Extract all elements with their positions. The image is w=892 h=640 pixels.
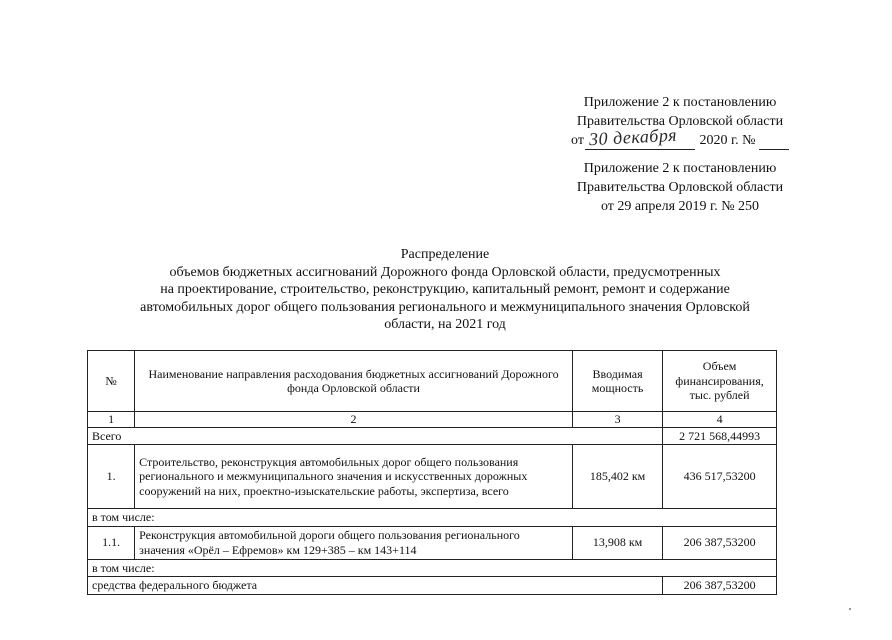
table-row [88,445,777,509]
table-header-row [88,351,777,412]
document-title [90,246,800,334]
handwritten-date: 30 декабря [588,124,678,150]
including-label: в том числе: [88,509,777,527]
header-capacity: Вводимая мощность [572,351,662,412]
appendix-date-line [540,124,820,150]
table-index-row [88,412,777,428]
appendix-line: Правительства Орловской области [576,180,784,195]
total-label: Всего [88,427,663,445]
index-cell: 1 [88,412,135,428]
appendix-line: от 29 апреля 2019 г. № 250 [600,199,760,214]
row-capacity: 185,402 км [572,445,662,509]
title-line: автомобильных дорог общего пользования регионального и межмуниципального значения Орловской [140,299,750,315]
appendix-line: Приложение 2 к постановлению [583,161,777,176]
federal-sum: 206 387,53200 [663,577,777,595]
including-label: в том числе: [88,559,777,577]
title-line: на проектирование, строительство, реконструкцию, капитальный ремонт, ремонт и содержание [160,282,730,297]
table-row-total [88,427,777,445]
appendix-line: Приложение 2 к постановлению [583,95,777,110]
header-sum: Объем финансирования, тыс. рублей [663,351,777,412]
allocation-table [87,350,777,595]
appendix-header-old [540,159,820,216]
title-line: Распределение [400,247,490,262]
index-cell: 2 [135,412,573,428]
row-sum: 436 517,53200 [663,445,777,509]
date-prefix: от [571,133,584,148]
table-row [88,526,777,559]
appendix-header-new [540,93,820,150]
table-row-federal [88,577,777,595]
table-row-including [88,509,777,527]
appendix-line: Правительства Орловской области [576,114,784,129]
index-cell: 4 [663,412,777,428]
row-num: 1.1. [88,526,135,559]
date-suffix: 2020 г. № [699,133,756,148]
index-cell: 3 [572,412,662,428]
scan-speck [849,608,851,610]
header-name: Наименование направления расходования бюджетных ассигнований Дорожного фонда Орловской области [135,351,573,412]
number-blank-line [759,135,789,150]
title-line: области, на 2021 год [384,317,506,332]
row-name: Строительство, реконструкция автомобильных дорог общего пользования регионального и межмуниципального значения и искусственных дорожных сооружений на них, проектно-изыскательские работы, экспертиза, всего [135,445,573,509]
handwritten-date-field [585,124,695,150]
row-name: Реконструкция автомобильной дороги общего пользования регионального значения «Орёл – Ефремов» км 129+385 – км 143+114 [135,526,573,559]
row-sum: 206 387,53200 [663,526,777,559]
title-line: объемов бюджетных ассигнований Дорожного фонда Орловской области, предусмотренных [169,264,721,280]
federal-label: средства федерального бюджета [88,577,663,595]
total-sum: 2 721 568,44993 [663,427,777,445]
header-num: № [88,351,135,412]
row-num: 1. [88,445,135,509]
row-capacity: 13,908 км [572,526,662,559]
table-row-including [88,559,777,577]
